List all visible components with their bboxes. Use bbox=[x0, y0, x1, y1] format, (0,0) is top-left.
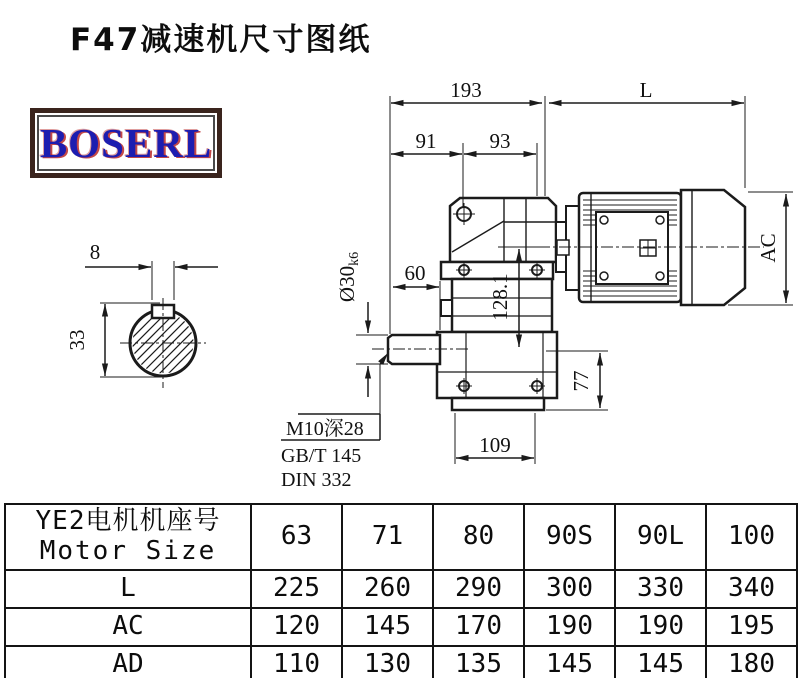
cell: 260 bbox=[342, 570, 433, 608]
dim-60: 60 bbox=[404, 261, 426, 285]
size-71-cell: 71 bbox=[342, 504, 433, 570]
cell: 110 bbox=[251, 646, 342, 678]
header-label-cell bbox=[5, 504, 251, 570]
row-label: AD bbox=[5, 646, 251, 678]
cell: 190 bbox=[615, 608, 706, 646]
dim-8: 8 bbox=[89, 240, 101, 264]
size-90L-cell: 90L bbox=[615, 504, 706, 570]
standard-gbt: GB/T 145 bbox=[281, 445, 362, 467]
tap-note: M10深28 bbox=[286, 418, 364, 440]
shaft-cross-section bbox=[85, 261, 232, 388]
cell: 340 bbox=[706, 570, 797, 608]
cell: 195 bbox=[706, 608, 797, 646]
shaft-tolerance: k6 bbox=[347, 251, 362, 266]
size-80-cell: 80 bbox=[433, 504, 524, 570]
dim-77: 77 bbox=[569, 370, 593, 392]
cell: 170 bbox=[433, 608, 524, 646]
cell: 145 bbox=[524, 646, 615, 678]
cell: 190 bbox=[524, 608, 615, 646]
dim-L: L bbox=[639, 78, 653, 102]
cell: 120 bbox=[251, 608, 342, 646]
shaft-dia-value: Ø30 bbox=[335, 265, 359, 303]
cell: 145 bbox=[615, 646, 706, 678]
cell: 290 bbox=[433, 570, 524, 608]
page-title: F47减速机尺寸图纸 bbox=[70, 22, 372, 58]
gearbox-body bbox=[372, 198, 557, 410]
logo-text: BOSERL bbox=[39, 120, 213, 166]
table-header-row bbox=[5, 504, 797, 570]
size-63-cell: 63 bbox=[251, 504, 342, 570]
table-row-AC bbox=[5, 608, 797, 646]
cell: 300 bbox=[524, 570, 615, 608]
dim-128: 128.1 bbox=[488, 273, 512, 321]
dim-shaft-diameter bbox=[335, 252, 362, 302]
dim-91: 91 bbox=[415, 129, 437, 153]
hatching bbox=[90, 310, 232, 380]
motor-body bbox=[538, 190, 764, 305]
cell: 135 bbox=[433, 646, 524, 678]
table-row-L bbox=[5, 570, 797, 608]
dim-33: 33 bbox=[65, 329, 89, 351]
header-label-cn: YE2电机机座号 bbox=[35, 506, 221, 537]
dim-193: 193 bbox=[450, 78, 482, 102]
standard-din: DIN 332 bbox=[281, 469, 352, 491]
dim-93: 93 bbox=[489, 129, 511, 153]
cell: 330 bbox=[615, 570, 706, 608]
header-label-en: Motor Size bbox=[39, 536, 217, 566]
dim-AC: AC bbox=[756, 233, 780, 263]
cell: 225 bbox=[251, 570, 342, 608]
motor-size-table bbox=[4, 503, 798, 678]
row-label: AC bbox=[5, 608, 251, 646]
size-90S-cell: 90S bbox=[524, 504, 615, 570]
cell: 130 bbox=[342, 646, 433, 678]
cell: 145 bbox=[342, 608, 433, 646]
row-label: L bbox=[5, 570, 251, 608]
dim-109: 109 bbox=[479, 433, 511, 457]
size-100-cell: 100 bbox=[706, 504, 797, 570]
table-row-AD bbox=[5, 646, 797, 678]
cell: 180 bbox=[706, 646, 797, 678]
